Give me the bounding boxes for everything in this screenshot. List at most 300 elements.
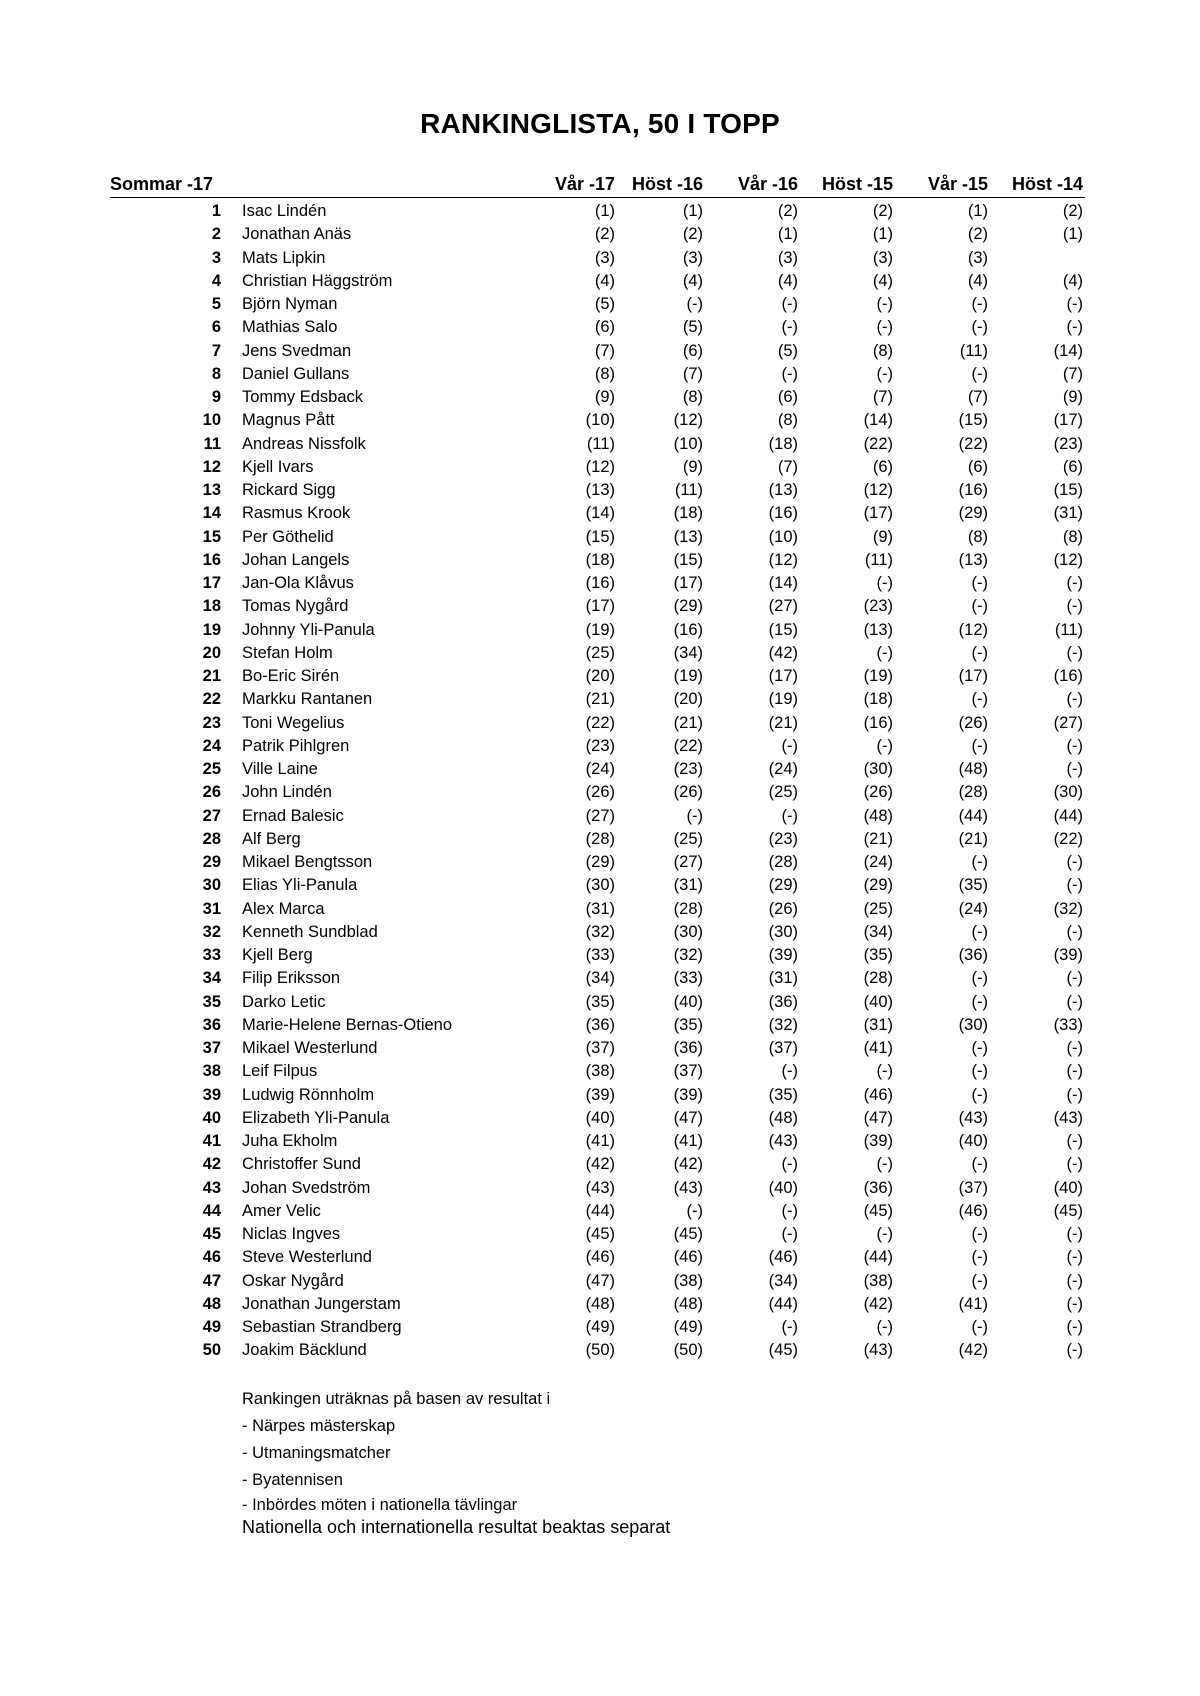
previous-rank-cell: (6) (682, 341, 703, 360)
previous-rank-cell: (50) (585, 1341, 615, 1360)
table-row (0, 247, 1200, 270)
previous-rank-cell: (48) (958, 760, 988, 778)
previous-rank-cell: (46) (673, 1248, 703, 1267)
previous-rank-cell: (21) (863, 829, 893, 848)
previous-rank-cell: (31) (863, 1015, 893, 1034)
notes-item: - Närpes mästerskap (242, 1417, 396, 1435)
previous-rank-cell: (19) (585, 620, 615, 639)
previous-rank-cell: (37) (768, 1039, 798, 1057)
previous-rank-cell: (12) (958, 620, 988, 639)
previous-rank-cell: (7) (682, 364, 703, 383)
previous-rank-cell: (42) (585, 1155, 615, 1174)
previous-rank-cell: (30) (768, 922, 798, 941)
rank-number: 22 (202, 690, 221, 709)
table-row (0, 921, 1200, 944)
notes-section (242, 1386, 670, 1541)
previous-rank-cell: (27) (673, 853, 703, 871)
player-name: Niclas Ingves (242, 1225, 341, 1243)
rank-number: 26 (202, 783, 221, 802)
table-row (0, 828, 1200, 851)
previous-rank-cell: (45) (1053, 1201, 1083, 1220)
table-row (0, 991, 1200, 1014)
previous-rank-cell: (29) (958, 504, 988, 523)
rank-number: 44 (202, 1201, 221, 1220)
previous-rank-cell: (4) (1062, 271, 1083, 290)
previous-rank-cell: (33) (673, 969, 703, 988)
previous-rank-cell: (43) (673, 1178, 703, 1197)
previous-rank-cell: (30) (585, 876, 615, 895)
rank-number: 4 (211, 271, 221, 290)
table-row (0, 712, 1200, 735)
previous-rank-cell: (-) (971, 690, 988, 709)
previous-rank-cell: (-) (971, 318, 988, 337)
previous-rank-cell: (-) (1066, 760, 1083, 778)
player-name: Juha Ekholm (242, 1132, 338, 1150)
previous-rank-cell: (2) (777, 202, 798, 220)
previous-rank-cell: (31) (673, 876, 703, 895)
previous-rank-cell: (36) (958, 946, 988, 964)
rank-number: 48 (202, 1294, 221, 1313)
previous-rank-cell: (-) (876, 364, 893, 383)
previous-rank-cell: (2) (682, 225, 703, 244)
previous-rank-cell: (7) (1062, 364, 1083, 383)
table-row (0, 1177, 1200, 1200)
table-row (0, 293, 1200, 316)
rank-number: 14 (202, 504, 221, 523)
previous-rank-cell: (15) (1053, 481, 1083, 499)
previous-rank-cell: (26) (958, 713, 988, 732)
previous-rank-cell: (-) (1066, 1062, 1083, 1081)
table-row (0, 967, 1200, 990)
previous-rank-cell: (12) (1053, 550, 1083, 569)
previous-rank-cell: (49) (673, 1318, 703, 1336)
rank-number: 24 (202, 736, 221, 755)
previous-rank-cell: (4) (594, 271, 615, 290)
previous-rank-cell: (30) (1053, 783, 1083, 802)
table-row (0, 223, 1200, 246)
previous-rank-cell: (40) (863, 992, 893, 1011)
player-name: Ville Laine (242, 760, 318, 778)
previous-rank-cell: (-) (971, 922, 988, 941)
previous-rank-cell: (-) (1066, 969, 1083, 988)
table-row (0, 758, 1200, 781)
rank-number: 36 (202, 1015, 221, 1034)
previous-rank-cell: (41) (863, 1039, 893, 1057)
previous-rank-cell: (12) (673, 411, 703, 430)
previous-rank-cell: (15) (585, 527, 615, 546)
previous-rank-cell: (34) (768, 1271, 798, 1290)
previous-rank-cell: (47) (673, 1108, 703, 1127)
previous-rank-cell: (4) (682, 271, 703, 290)
previous-rank-cell: (-) (1066, 1294, 1083, 1313)
rank-number: 33 (202, 946, 221, 964)
previous-rank-cell: (-) (876, 574, 893, 592)
previous-rank-cell: (47) (863, 1108, 893, 1127)
previous-rank-cell: (45) (768, 1341, 798, 1360)
previous-rank-cell: (43) (863, 1341, 893, 1360)
previous-rank-cell: (45) (585, 1225, 615, 1243)
player-name: Jan-Ola Klåvus (242, 574, 354, 592)
rank-number: 13 (202, 481, 221, 499)
player-name: Mikael Westerlund (242, 1039, 378, 1057)
previous-rank-cell: (-) (1066, 1225, 1083, 1243)
previous-rank-cell: (12) (585, 457, 615, 476)
previous-rank-cell: (-) (971, 853, 988, 871)
player-name: Mathias Salo (242, 318, 338, 337)
previous-rank-cell: (26) (768, 899, 798, 918)
previous-rank-cell: (4) (872, 271, 893, 290)
player-name: Isac Lindén (242, 202, 327, 220)
player-name: Tommy Edsback (242, 388, 364, 406)
previous-rank-cell: (-) (1066, 853, 1083, 871)
previous-rank-cell: (24) (768, 760, 798, 778)
previous-rank-cell: (5) (682, 318, 703, 337)
rank-number: 32 (202, 922, 221, 941)
previous-rank-cell: (22) (673, 736, 703, 755)
previous-rank-cell: (-) (781, 806, 798, 825)
previous-rank-cell: (-) (1066, 574, 1083, 592)
previous-rank-cell: (21) (768, 713, 798, 732)
previous-rank-cell: (-) (971, 992, 988, 1011)
previous-rank-cell: (9) (594, 388, 615, 406)
previous-rank-cell: (-) (781, 1225, 798, 1243)
previous-rank-cell: (-) (1066, 1341, 1083, 1360)
previous-rank-cell: (23) (768, 829, 798, 848)
previous-rank-cell: (13) (768, 481, 798, 499)
header-divider (110, 197, 1085, 198)
rank-number: 43 (202, 1178, 221, 1197)
rank-number: 10 (202, 411, 221, 430)
table-row (0, 1339, 1200, 1362)
previous-rank-cell: (8) (1062, 527, 1083, 546)
previous-rank-cell: (11) (1054, 620, 1083, 639)
previous-rank-cell: (37) (958, 1178, 988, 1197)
player-name: Marie-Helene Bernas-Otieno (242, 1015, 453, 1034)
column-header-host-14: Höst -14 (1011, 174, 1083, 194)
rank-number: 11 (203, 434, 221, 453)
previous-rank-cell: (24) (585, 760, 615, 778)
previous-rank-cell: (-) (781, 318, 798, 337)
ranking-table (0, 200, 1200, 1363)
previous-rank-cell: (29) (863, 876, 893, 895)
player-name: Mikael Bengtsson (242, 853, 373, 871)
table-row (0, 1293, 1200, 1316)
previous-rank-cell: (-) (876, 295, 893, 313)
previous-rank-cell: (-) (1066, 643, 1083, 662)
previous-rank-cell: (33) (1053, 1015, 1083, 1034)
previous-rank-cell: (-) (1066, 295, 1083, 313)
previous-rank-cell: (27) (1053, 713, 1083, 732)
player-name: Jens Svedman (242, 341, 352, 360)
previous-rank-cell: (24) (958, 899, 988, 918)
previous-rank-cell: (-) (971, 736, 988, 755)
previous-rank-cell: (34) (673, 643, 703, 662)
table-row (0, 1153, 1200, 1176)
rank-number: 40 (202, 1108, 221, 1127)
previous-rank-cell: (5) (777, 341, 798, 360)
previous-rank-cell: (1) (967, 202, 988, 220)
player-name: Ernad Balesic (242, 806, 344, 825)
previous-rank-cell: (13) (585, 481, 615, 499)
player-name: Stefan Holm (242, 643, 333, 662)
rank-number: 15 (202, 527, 221, 546)
player-name: Kjell Berg (242, 946, 313, 964)
table-row (0, 688, 1200, 711)
column-header-host-16: Höst -16 (631, 174, 703, 194)
previous-rank-cell: (11) (674, 481, 703, 499)
previous-rank-cell: (25) (863, 899, 893, 918)
player-name: Christian Häggström (242, 271, 393, 290)
previous-rank-cell: (43) (1053, 1108, 1083, 1127)
previous-rank-cell: (28) (863, 969, 893, 988)
player-name: Björn Nyman (242, 295, 338, 313)
player-name: Ludwig Rönnholm (242, 1085, 375, 1104)
previous-rank-cell: (14) (1053, 341, 1083, 360)
previous-rank-cell: (15) (768, 620, 798, 639)
player-name: Jonathan Anäs (242, 225, 352, 244)
previous-rank-cell: (50) (673, 1341, 703, 1360)
previous-rank-cell: (-) (1066, 1271, 1083, 1290)
previous-rank-cell: (11) (586, 434, 615, 453)
previous-rank-cell: (35) (768, 1085, 798, 1104)
previous-rank-cell: (26) (863, 783, 893, 802)
previous-rank-cell: (-) (876, 1062, 893, 1081)
previous-rank-cell: (-) (1066, 876, 1083, 895)
table-row (0, 781, 1200, 804)
previous-rank-cell: (1) (682, 202, 703, 220)
previous-rank-cell: (14) (585, 504, 615, 523)
previous-rank-cell: (18) (585, 550, 615, 569)
previous-rank-cell: (41) (585, 1132, 615, 1150)
table-row (0, 340, 1200, 363)
previous-rank-cell: (45) (673, 1225, 703, 1243)
notes-intro: Rankingen uträknas på basen av resultat i (242, 1390, 551, 1408)
previous-rank-cell: (32) (768, 1015, 798, 1034)
previous-rank-cell: (22) (958, 434, 988, 453)
notes-item: - Inbördes möten i nationella tävlingar (242, 1496, 518, 1514)
rank-number: 30 (202, 876, 221, 895)
previous-rank-cell: (18) (673, 504, 703, 523)
previous-rank-cell: (6) (1062, 457, 1083, 476)
previous-rank-cell: (-) (1066, 1318, 1083, 1336)
previous-rank-cell: (35) (863, 946, 893, 964)
rank-number: 2 (211, 225, 221, 244)
previous-rank-cell: (42) (958, 1341, 988, 1360)
previous-rank-cell: (17) (958, 667, 988, 685)
rank-number: 45 (202, 1225, 221, 1243)
rank-number: 38 (202, 1062, 221, 1081)
previous-rank-cell: (-) (1066, 597, 1083, 616)
player-name: Jonathan Jungerstam (242, 1294, 401, 1313)
previous-rank-cell: (-) (781, 736, 798, 755)
previous-rank-cell: (41) (673, 1132, 703, 1150)
table-row (0, 572, 1200, 595)
previous-rank-cell: (8) (872, 341, 893, 360)
rank-number: 49 (202, 1318, 221, 1336)
previous-rank-cell: (22) (863, 434, 893, 453)
previous-rank-cell: (7) (594, 341, 615, 360)
previous-rank-cell: (-) (971, 643, 988, 662)
previous-rank-cell: (12) (863, 481, 893, 499)
previous-rank-cell: (-) (971, 1318, 988, 1336)
previous-rank-cell: (-) (1066, 1085, 1083, 1104)
previous-rank-cell: (20) (585, 667, 615, 685)
previous-rank-cell: (39) (585, 1085, 615, 1104)
previous-rank-cell: (36) (863, 1178, 893, 1197)
previous-rank-cell: (28) (768, 853, 798, 871)
previous-rank-cell: (-) (1066, 1132, 1083, 1150)
column-header-var-15: Vår -15 (927, 174, 988, 194)
previous-rank-cell: (18) (863, 690, 893, 709)
previous-rank-cell: (-) (781, 1062, 798, 1081)
previous-rank-cell: (28) (673, 899, 703, 918)
previous-rank-cell: (25) (673, 829, 703, 848)
previous-rank-cell: (-) (781, 1318, 798, 1336)
previous-rank-cell: (-) (971, 1039, 988, 1057)
previous-rank-cell: (25) (585, 643, 615, 662)
previous-rank-cell: (37) (585, 1039, 615, 1057)
previous-rank-cell: (9) (872, 527, 893, 546)
previous-rank-cell: (-) (686, 295, 703, 313)
player-name: Steve Westerlund (242, 1248, 372, 1267)
previous-rank-cell: (38) (863, 1271, 893, 1290)
previous-rank-cell: (-) (971, 1271, 988, 1290)
previous-rank-cell: (36) (673, 1039, 703, 1057)
rank-number: 46 (202, 1248, 221, 1267)
previous-rank-cell: (-) (1066, 1155, 1083, 1174)
previous-rank-cell: (-) (971, 1085, 988, 1104)
previous-rank-cell: (4) (967, 271, 988, 290)
rank-number: 20 (202, 643, 221, 662)
rank-number: 39 (202, 1085, 221, 1104)
previous-rank-cell: (-) (971, 1248, 988, 1267)
previous-rank-cell: (40) (958, 1132, 988, 1150)
player-name: Markku Rantanen (242, 690, 373, 709)
previous-rank-cell: (-) (686, 1201, 703, 1220)
previous-rank-cell: (10) (673, 434, 703, 453)
previous-rank-cell: (17) (863, 504, 893, 523)
previous-rank-cell: (16) (958, 481, 988, 499)
column-header-current: Sommar -17 (110, 174, 214, 194)
table-row (0, 1037, 1200, 1060)
table-row (0, 270, 1200, 293)
rank-number: 3 (211, 248, 221, 267)
previous-rank-cell: (30) (958, 1015, 988, 1034)
previous-rank-cell: (32) (585, 922, 615, 941)
rank-number: 27 (202, 806, 221, 825)
player-name: Rickard Sigg (242, 481, 336, 499)
previous-rank-cell: (32) (673, 946, 703, 964)
previous-rank-cell: (8) (682, 388, 703, 406)
table-row (0, 1107, 1200, 1130)
previous-rank-cell: (16) (673, 620, 703, 639)
previous-rank-cell: (15) (673, 550, 703, 569)
previous-rank-cell: (-) (781, 295, 798, 313)
previous-rank-cell: (6) (777, 388, 798, 406)
rank-number: 12 (202, 457, 221, 476)
previous-rank-cell: (-) (971, 1062, 988, 1081)
rank-number: 25 (202, 760, 221, 778)
player-name: Daniel Gullans (242, 364, 350, 383)
table-row (0, 619, 1200, 642)
previous-rank-cell: (48) (585, 1294, 615, 1313)
previous-rank-cell: (1) (594, 202, 615, 220)
rank-number: 50 (202, 1341, 221, 1360)
rank-number: 9 (211, 388, 221, 406)
previous-rank-cell: (-) (876, 1155, 893, 1174)
notes-item: - Byatennisen (242, 1471, 343, 1489)
previous-rank-cell: (49) (585, 1318, 615, 1336)
table-row (0, 200, 1200, 223)
rank-number: 1 (211, 202, 221, 220)
previous-rank-cell: (16) (1053, 667, 1083, 685)
previous-rank-cell: (46) (958, 1201, 988, 1220)
previous-rank-cell: (9) (682, 457, 703, 476)
previous-rank-cell: (38) (585, 1062, 615, 1081)
previous-rank-cell: (7) (967, 388, 988, 406)
previous-rank-cell: (35) (958, 876, 988, 895)
previous-rank-cell: (1) (1062, 225, 1083, 244)
table-row (0, 851, 1200, 874)
previous-rank-cell: (-) (1066, 736, 1083, 755)
previous-rank-cell: (9) (1062, 388, 1083, 406)
previous-rank-cell: (44) (1053, 806, 1083, 825)
player-name: Tomas Nygård (242, 597, 349, 616)
previous-rank-cell: (46) (863, 1085, 893, 1104)
previous-rank-cell: (11) (864, 550, 893, 569)
previous-rank-cell: (35) (673, 1015, 703, 1034)
previous-rank-cell: (19) (673, 667, 703, 685)
table-row (0, 595, 1200, 618)
player-name: Johnny Yli-Panula (242, 620, 375, 639)
table-row (0, 805, 1200, 828)
player-name: Elizabeth Yli-Panula (242, 1108, 390, 1127)
previous-rank-cell: (20) (673, 690, 703, 709)
rank-number: 42 (202, 1155, 221, 1174)
previous-rank-cell: (2) (872, 202, 893, 220)
previous-rank-cell: (13) (958, 550, 988, 569)
previous-rank-cell: (-) (971, 1225, 988, 1243)
previous-rank-cell: (17) (585, 597, 615, 616)
previous-rank-cell: (-) (781, 364, 798, 383)
player-name: Christoffer Sund (242, 1155, 361, 1174)
previous-rank-cell: (38) (673, 1271, 703, 1290)
previous-rank-cell: (6) (872, 457, 893, 476)
player-name: Elias Yli-Panula (242, 876, 358, 895)
previous-rank-cell: (1) (872, 225, 893, 244)
rank-number: 37 (202, 1039, 221, 1057)
previous-rank-cell: (21) (585, 690, 615, 709)
previous-rank-cell: (-) (876, 736, 893, 755)
previous-rank-cell: (40) (768, 1178, 798, 1197)
previous-rank-cell: (-) (876, 1318, 893, 1336)
previous-rank-cell: (25) (768, 783, 798, 802)
previous-rank-cell: (-) (781, 1155, 798, 1174)
rank-number: 5 (211, 295, 221, 313)
player-name: Bo-Eric Sirén (242, 667, 340, 685)
previous-rank-cell: (16) (863, 713, 893, 732)
player-name: Mats Lipkin (242, 248, 326, 267)
previous-rank-cell: (-) (876, 643, 893, 662)
previous-rank-cell: (34) (585, 969, 615, 988)
previous-rank-cell: (11) (959, 341, 988, 360)
previous-rank-cell: (23) (863, 597, 893, 616)
table-row (0, 1316, 1200, 1339)
previous-rank-cell: (14) (863, 411, 893, 430)
previous-rank-cell: (2) (967, 225, 988, 244)
table-row (0, 526, 1200, 549)
previous-rank-cell: (46) (585, 1248, 615, 1267)
